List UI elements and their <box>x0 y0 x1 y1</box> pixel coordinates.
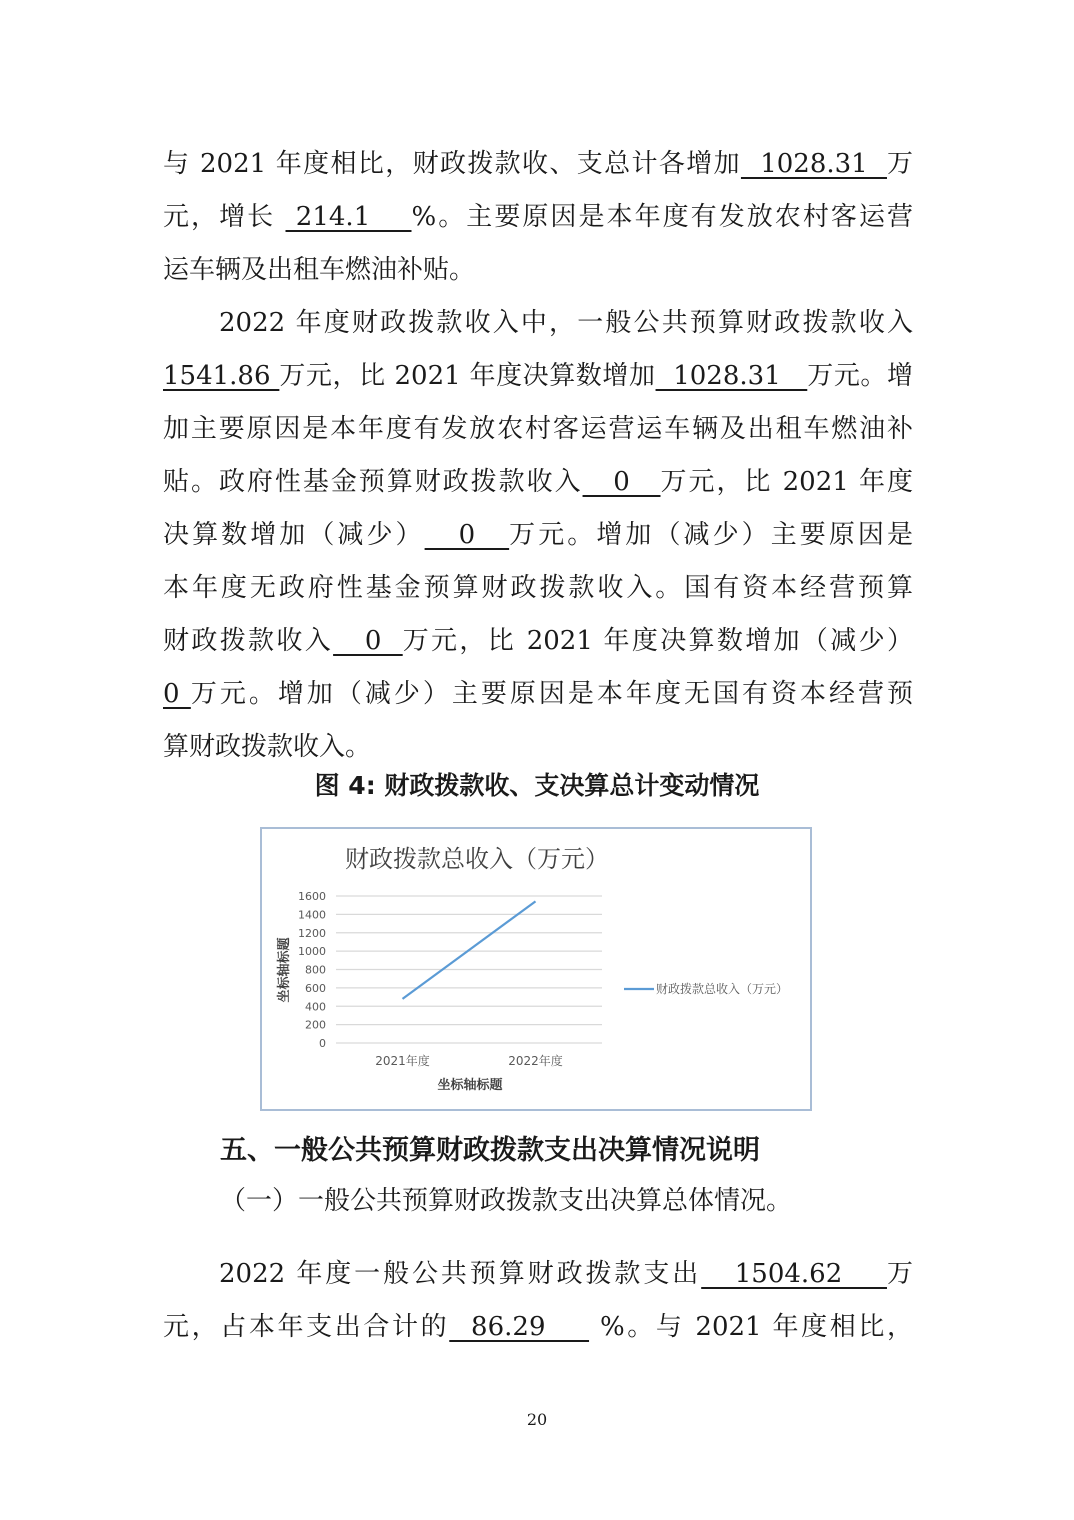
figure-caption: 图 4: 财政拨款收、支决算总计变动情况 <box>314 771 760 800</box>
text-line <box>163 456 913 509</box>
y-tick-label: 800 <box>305 963 326 977</box>
paragraph-1 <box>163 138 913 297</box>
line-chart <box>262 829 810 1109</box>
text-line <box>163 615 913 668</box>
underlined-value: 214.1 <box>285 202 412 232</box>
text-span: 与 2021 年度相比，财政拨款收、支总计各增加 <box>163 149 741 179</box>
subsection-heading: （一）一般公共预算财政拨款支出决算总体情况。 <box>220 1186 793 1216</box>
y-axis-label: 坐标轴标题 <box>277 937 292 1003</box>
text-line: 2022 年度财政拨款收入中，一般公共预算财政拨款收入 <box>219 308 913 338</box>
text-span: 元，增长 <box>163 202 286 232</box>
text-span: 2022 年度一般公共预算财政拨款支出 <box>219 1259 702 1289</box>
text-span: %。与 2021 年度相比， <box>589 1312 913 1342</box>
chart-title: 财政拨款总收入（万元） <box>345 845 609 873</box>
y-tick-label: 1400 <box>298 908 326 922</box>
text-span: 万元，比 2021 年度 <box>660 467 913 497</box>
text-span: 万元，比 2021 年度决算数增加（减少） <box>402 626 913 656</box>
y-tick-label: 0 <box>319 1037 326 1050</box>
text-line <box>163 191 913 244</box>
text-span: 万元，比 2021 年度决算数增加 <box>279 361 656 391</box>
underlined-value: 0 <box>333 626 403 656</box>
legend-label: 财政拨款总收入（万元） <box>656 982 789 996</box>
chart-series <box>403 901 536 999</box>
text-span: 万元。增加（减少）主要原因是 <box>509 520 913 550</box>
underlined-value: 86.29 <box>449 1312 590 1342</box>
chart-legend <box>624 981 788 996</box>
y-tick-label: 200 <box>305 1018 326 1032</box>
chart-x-ticks <box>375 1053 563 1068</box>
text-line <box>163 1248 913 1301</box>
underlined-value: 1028.31 <box>740 149 887 179</box>
text-line <box>163 668 913 721</box>
text-span: 万元。增加（减少）主要原因是本年度无国有资本经营预 <box>190 679 913 709</box>
text-span: 元，占本年支出合计的 <box>163 1312 450 1342</box>
y-tick-label: 600 <box>305 981 326 995</box>
text-line: 运车辆及出租车燃油补贴。 <box>163 255 476 285</box>
text-span: %。主要原因是本年度有发放农村客运营 <box>411 202 913 232</box>
text-line: 加主要原因是本年度有发放农村客运营运车辆及出租车燃油补 <box>163 414 913 444</box>
text-line <box>163 1301 913 1354</box>
section-heading: 五、一般公共预算财政拨款支出决算情况说明 <box>220 1135 760 1166</box>
chart-y-ticks <box>298 890 326 1050</box>
x-tick-label: 2021年度 <box>375 1054 430 1068</box>
underlined-value: 1541.86 <box>163 361 280 391</box>
text-span: 财政拨款收入 <box>163 626 334 656</box>
text-line <box>163 509 913 562</box>
text-span: 万 <box>886 1259 913 1289</box>
text-line: 本年度无政府性基金预算财政拨款收入。国有资本经营预算 <box>163 573 913 603</box>
underlined-value: 0 <box>424 520 510 550</box>
y-tick-label: 1600 <box>298 890 326 903</box>
y-tick-label: 400 <box>305 1000 326 1014</box>
underlined-value: 0 <box>163 679 191 709</box>
x-axis-label: 坐标轴标题 <box>437 1078 503 1093</box>
y-tick-label: 1200 <box>298 926 326 940</box>
text-line: 算财政拨款收入。 <box>163 732 372 762</box>
text-line <box>163 350 913 403</box>
underlined-value: 1504.62 <box>701 1259 887 1289</box>
text-span: 万元。增 <box>807 361 913 391</box>
text-span: 万 <box>886 149 913 179</box>
underlined-value: 0 <box>582 467 661 497</box>
x-tick-label: 2022年度 <box>508 1054 563 1068</box>
text-line <box>163 138 913 191</box>
chart-container <box>260 827 812 1111</box>
underlined-value: 1028.31 <box>655 361 808 391</box>
text-span: 贴。政府性基金预算财政拨款收入 <box>163 467 583 497</box>
y-tick-label: 1000 <box>298 945 326 959</box>
paragraph-2 <box>163 297 913 774</box>
page-number: 20 <box>526 1410 548 1429</box>
paragraph-3 <box>163 1248 913 1354</box>
series-line <box>403 901 536 999</box>
chart-gridlines <box>336 896 602 1043</box>
text-span: 决算数增加（减少） <box>163 520 425 550</box>
